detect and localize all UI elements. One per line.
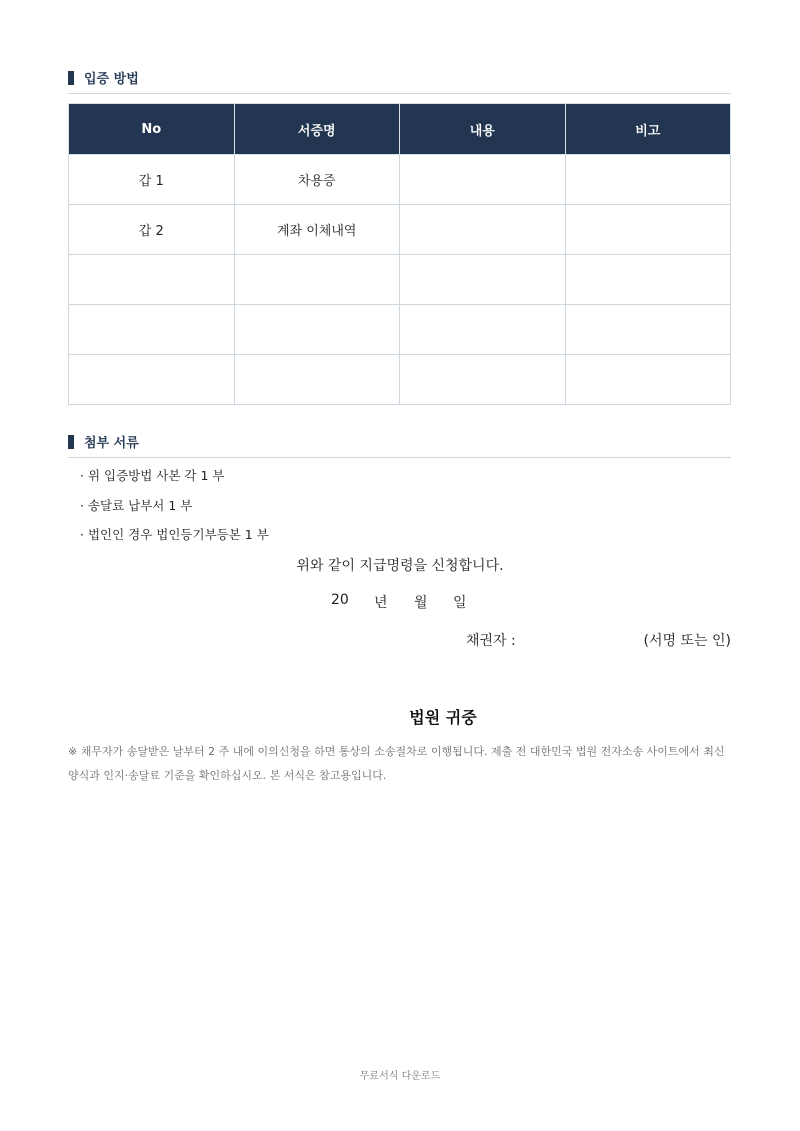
- attachments-list: [80, 466, 269, 555]
- table-cell: [565, 155, 731, 205]
- table-row: [69, 205, 731, 255]
- list-item: · 위 입증방법 사본 각 1 부: [80, 468, 225, 483]
- column-header-remarks: 비고: [565, 104, 731, 155]
- table-cell: [400, 205, 566, 255]
- attachments-section-header: [68, 432, 731, 458]
- column-header-document-name: 서증명: [234, 104, 400, 155]
- table-cell: [69, 255, 235, 305]
- evidence-section-header: [68, 68, 731, 94]
- table-cell: [234, 255, 400, 305]
- table-cell: [565, 255, 731, 305]
- table-cell: [400, 305, 566, 355]
- table-cell: [565, 305, 731, 355]
- column-header-content: 내용: [400, 104, 566, 155]
- table-cell: 갑 2: [69, 205, 235, 255]
- attachments-section-title: 첨부 서류: [84, 436, 139, 451]
- table-cell: 계좌 이체내역: [234, 205, 400, 255]
- table-header-row: [69, 104, 731, 155]
- footer-text: 무료서식 다운로드: [359, 1071, 441, 1082]
- table-cell: [565, 355, 731, 405]
- date-day-label: 일: [453, 595, 467, 611]
- table-row: [69, 155, 731, 205]
- table-cell: [69, 305, 235, 355]
- table-cell: [234, 355, 400, 405]
- section-marker: [68, 435, 74, 449]
- date-month-label: 월: [414, 595, 428, 611]
- list-item: · 법인인 경우 법인등기부등본 1 부: [80, 527, 269, 542]
- table-cell: [400, 355, 566, 405]
- table-row: [69, 255, 731, 305]
- date-year-prefix: 20: [331, 592, 349, 608]
- table-row: [69, 305, 731, 355]
- section-marker: [68, 71, 74, 85]
- table-cell: 차용증: [234, 155, 400, 205]
- table-cell: 갑 1: [69, 155, 235, 205]
- signature-label: (서명 또는 인): [643, 633, 731, 649]
- table-cell: [234, 305, 400, 355]
- date-year-label: 년: [374, 595, 388, 611]
- column-header-no: No: [69, 104, 235, 155]
- notice-text: ※ 채무자가 송달받은 날부터 2 주 내에 이의신청을 하면 통상의 소송절차로 이행됩니다. 제출 전 대한민국 법원 전자소송 사이트에서 최신 양식과 인지·송달료 기준을 확인하십시오. 본 서식은 참고용입니다.: [68, 745, 725, 782]
- evidence-table: [68, 103, 731, 405]
- list-item: · 송달료 납부서 1 부: [80, 497, 193, 513]
- creditor-label: 채권자 :: [466, 633, 516, 649]
- request-statement: 위와 같이 지급명령을 신청합니다.: [296, 558, 504, 574]
- table-cell: [400, 255, 566, 305]
- table-cell: [400, 155, 566, 205]
- table-row: [69, 355, 731, 405]
- table-cell: [565, 205, 731, 255]
- table-cell: [69, 355, 235, 405]
- evidence-section-title: 입증 방법: [84, 72, 139, 87]
- court-addressee: 법원 귀중: [409, 708, 477, 727]
